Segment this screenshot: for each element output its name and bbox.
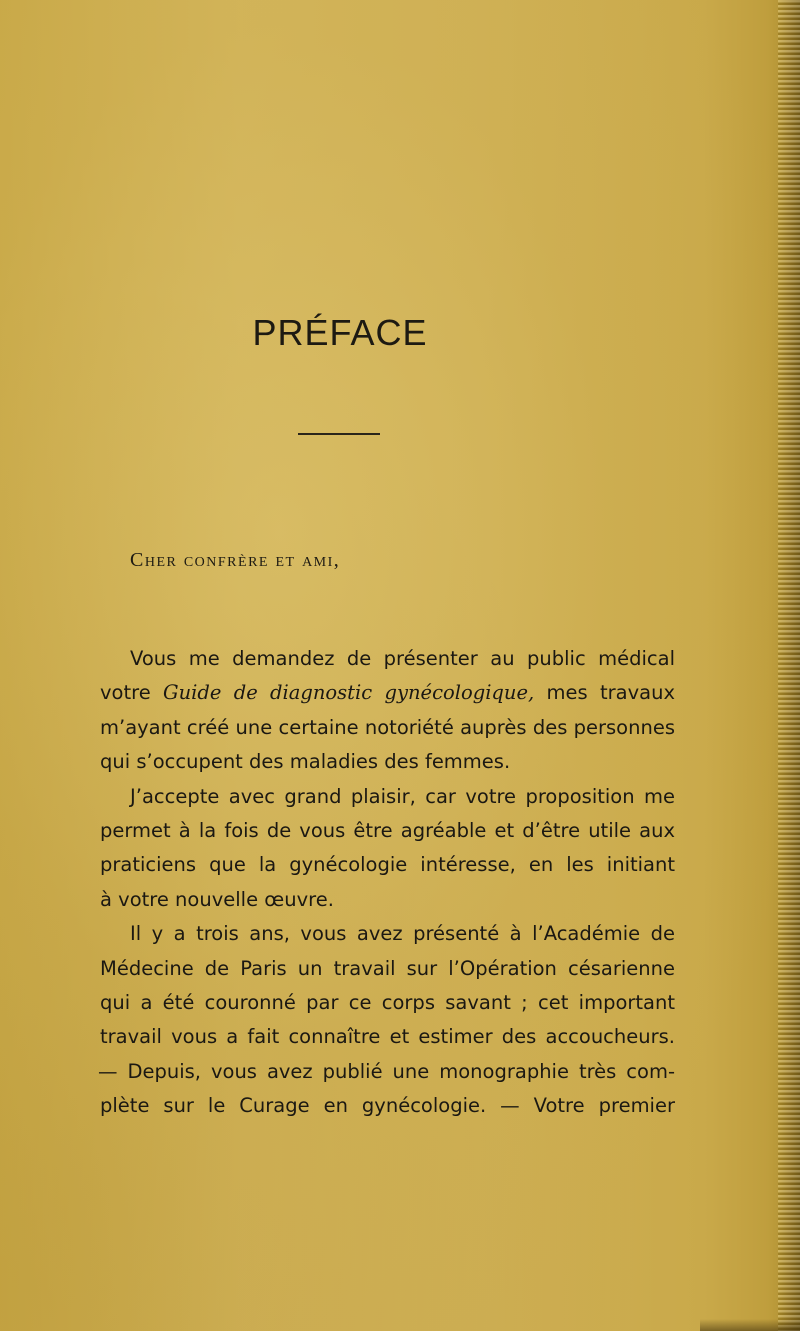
book-title-italic: Guide de diagnostic gynécologique, — [163, 681, 535, 705]
text-line: qui a été couronné par ce corps savant ; cet important — [100, 990, 675, 1014]
text-run: votre — [100, 681, 164, 705]
text-run: mes travaux — [534, 681, 675, 705]
text-line: Médecine de Paris un travail sur l’Opération césarienne — [100, 956, 675, 980]
text-line: qui s’occupent des maladies des femmes. — [100, 750, 511, 774]
text-line: Vous me demandez de présenter au public médical — [130, 647, 675, 670]
text-line: plète sur le Curage en gynécologie. — Votre premier — [100, 1094, 675, 1118]
text-line: m’ayant créé une certaine notoriété auprès des personnes — [100, 715, 675, 739]
text-line: — Depuis, vous avez publié une monographie très com- — [98, 1059, 675, 1083]
page-title: PRÉFACE — [252, 312, 428, 353]
text-line: travail vous a fait connaître et estimer des accoucheurs. — [100, 1025, 675, 1049]
text-line: J’accepte avec grand plaisir, car votre proposition me — [130, 784, 675, 808]
salutation: Cher confrère et ami, — [130, 549, 341, 571]
page-edge-binding — [778, 0, 800, 1331]
text-line: Il y a trois ans, vous avez présenté à l’Académie de — [130, 922, 675, 946]
text-line: praticiens que la gynécologie intéresse, en les initiant — [100, 853, 675, 877]
text-line — [100, 676, 675, 710]
page-bottom-shadow — [700, 1319, 800, 1331]
text-line: à votre nouvelle œuvre. — [100, 887, 334, 911]
body-text — [100, 642, 675, 1123]
text-line: permet à la fois de vous être agréable et d’être utile aux — [100, 818, 675, 842]
title-rule-divider — [298, 433, 380, 435]
